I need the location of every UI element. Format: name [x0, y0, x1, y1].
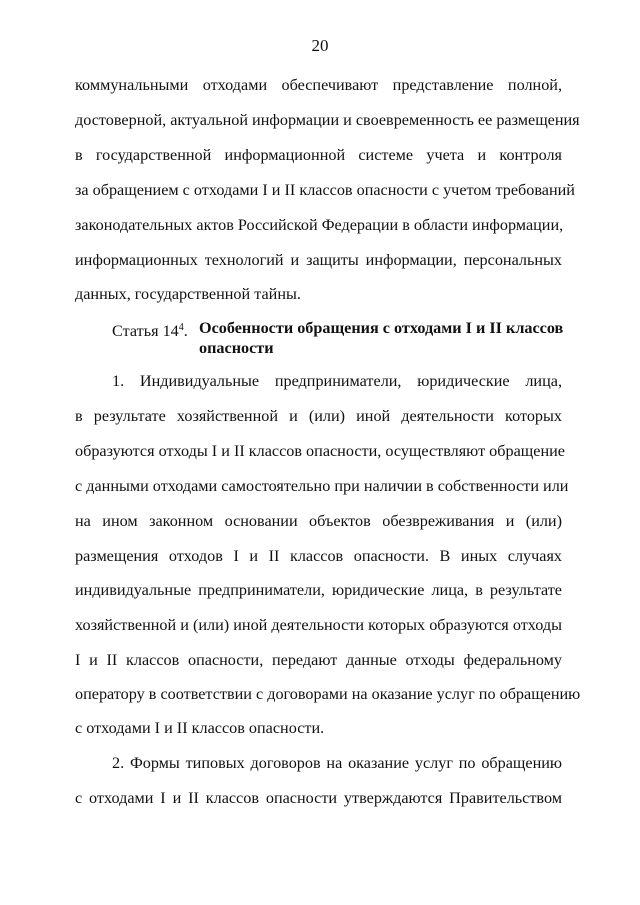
paragraph1-line-5: на ином законном основании объектов обезвреживания и (или) — [75, 512, 562, 530]
article-label: Статья 14 — [112, 322, 179, 340]
page-number: 20 — [311, 36, 329, 55]
paragraph1-line-2: в результате хозяйственной и (или) иной деятельности которых — [75, 407, 562, 425]
paragraph1-line-7: индивидуальные предприниматели, юридические лица, в результате — [75, 581, 562, 599]
intro-line-5: законодательных актов Российской Федерации в области информации, — [75, 216, 564, 234]
paragraph1-line-3: образуются отходы I и II классов опасности, осуществляют обращение — [75, 442, 565, 460]
intro-line-7: данных, государственной тайны. — [75, 285, 301, 303]
paragraph2-line-1: 2. Формы типовых договоров на оказание услуг по обращению — [112, 754, 562, 772]
intro-line-2: достоверной, актуальной информации и своевременность ее размещения — [75, 111, 580, 129]
article-label-suffix: . — [183, 322, 188, 340]
paragraph1-line-11: с отходами I и II классов опасности. — [75, 719, 325, 737]
intro-line-1: коммунальными отходами обеспечивают представление полной, — [75, 76, 562, 94]
paragraph1-line-10: оператору в соответствии с договорами на оказание услуг по обращению — [75, 685, 581, 703]
paragraph1-line-9: I и II классов опасности, передают данные отходы федеральному — [75, 651, 562, 669]
paragraph1-line-8: хозяйственной и (или) иной деятельности которых образуются отходы — [75, 616, 562, 634]
article-superscript: 4 — [178, 322, 184, 333]
paragraph2-line-2: с отходами I и II классов опасности утверждаются Правительством — [75, 789, 562, 807]
intro-line-6: информационных технологий и защиты информации, персональных — [75, 251, 562, 269]
paragraph1-line-1: 1. Индивидуальные предприниматели, юридические лица, — [112, 372, 562, 390]
intro-line-4: за обращением с отходами I и II классов опасности с учетом требований — [75, 181, 575, 199]
article-title — [199, 318, 563, 358]
article-title-line-2: опасности — [199, 339, 274, 357]
intro-line-3: в государственной информационной системе учета и контроля — [75, 146, 562, 164]
article-number — [112, 318, 188, 341]
paragraph1-line-6: размещения отходов I и II классов опасности. В иных случаях — [75, 547, 562, 565]
paragraph1-line-4: с данными отходами самостоятельно при наличии в собственности или — [75, 477, 569, 495]
article-title-line-1: Особенности обращения с отходами I и II классов — [199, 319, 564, 337]
